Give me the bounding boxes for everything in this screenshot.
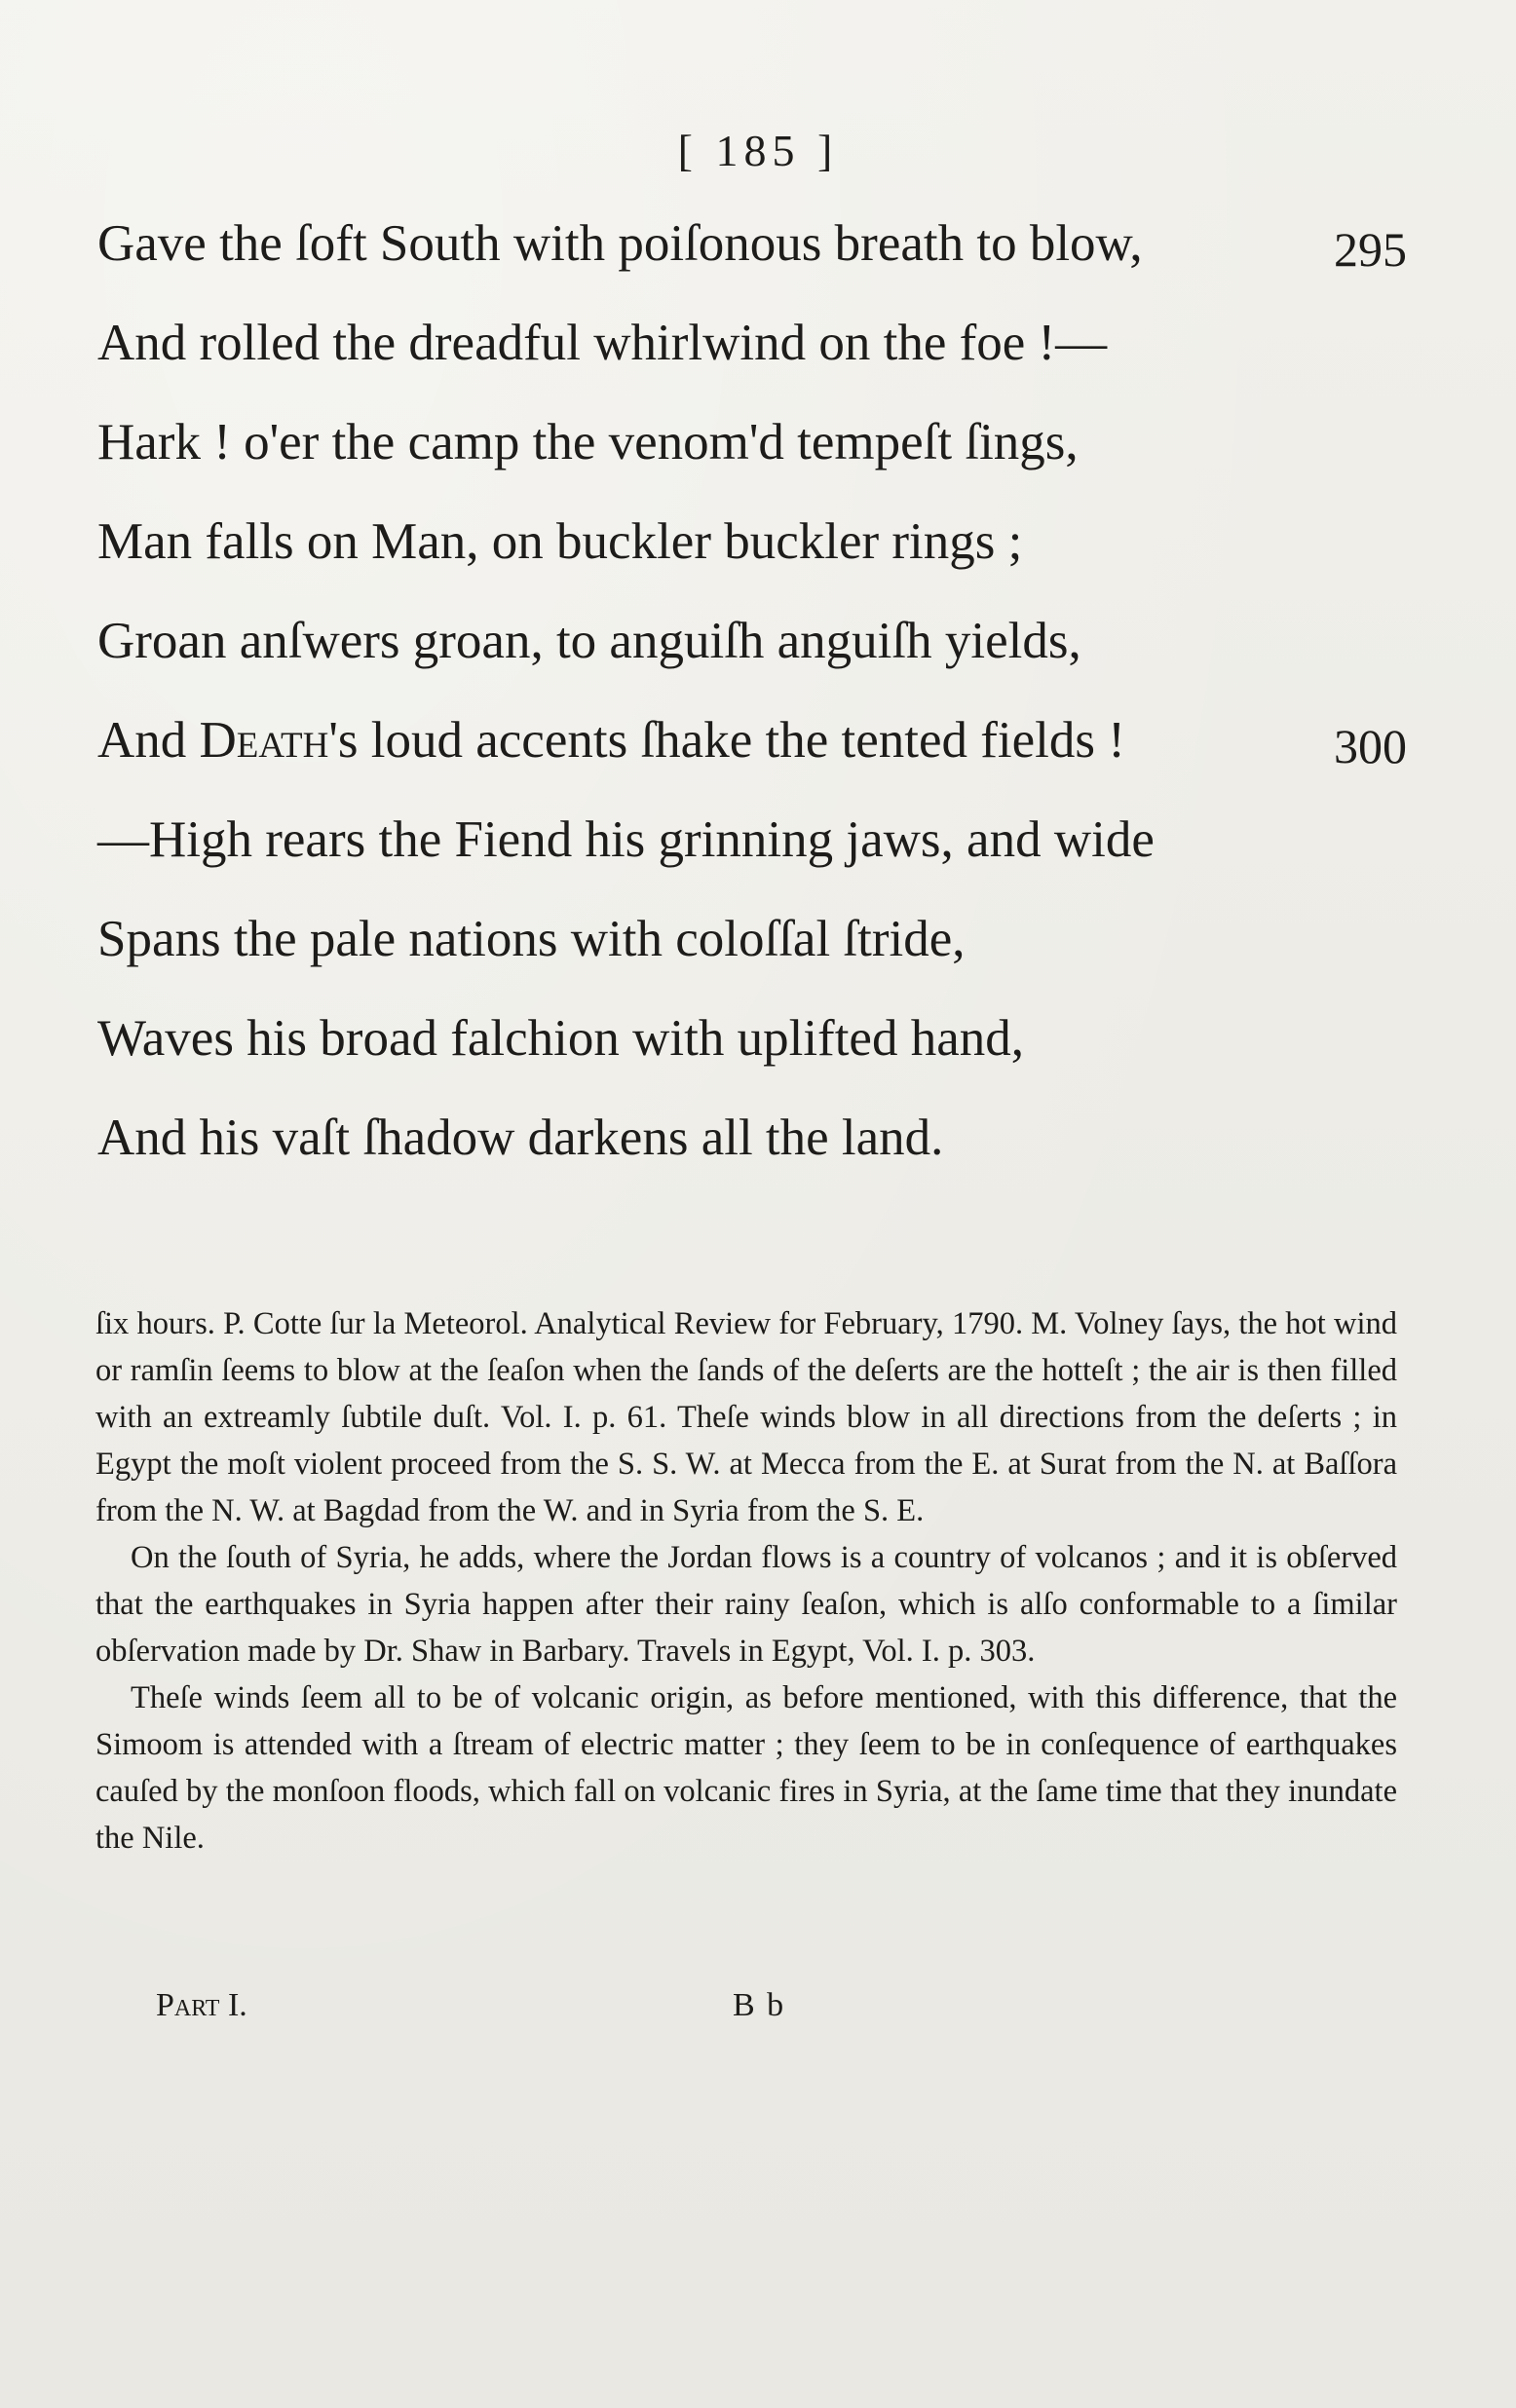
verse-text-prefix: And: [97, 712, 200, 769]
footnote-paragraph: On the ſouth of Syria, he adds, where the Jordan flows is a country of volcanos ; and it is obſerved that the earthquakes in Syria happen after their rainy ſeaſon, which is alſo conformable to a ſimilar obſervation made by Dr. Shaw in Barbary. Travels in Egypt, Vol. I. p. 303.: [95, 1540, 1397, 1669]
verse-text-suffix: 's loud accents ſhake the tented fields !: [328, 712, 1125, 769]
verse-text: Hark ! o'er the camp the venom'd tempeſt ſings,: [97, 414, 1079, 470]
verse-line: [97, 214, 1407, 314]
verse-line: [97, 711, 1407, 810]
verse-line: [97, 512, 1403, 612]
verse-line: [97, 1009, 1403, 1109]
verse-line: [97, 612, 1403, 711]
verse-text-smallcaps: Death: [199, 712, 329, 769]
poem-verse-block: [97, 214, 1407, 1208]
verse-text: —High rears the Fiend his grinning jaws, and wide: [97, 811, 1155, 868]
verse-text: Man falls on Man, on buckler buckler rings ;: [97, 513, 1023, 570]
line-number: 300: [1334, 719, 1407, 773]
part-label: Part I.: [156, 1987, 247, 2023]
verse-line: [97, 314, 1403, 413]
verse-text: Spans the pale nations with coloſſal ſtride,: [97, 911, 966, 967]
footnote-paragraph: ſix hours. P. Cotte ſur la Meteorol. Analytical Review for February, 1790. M. Volney ſays, the hot wind or ramſin ſeems to blow at the ſeaſon when the ſands of the deſerts are the hotteſt ; the air is then filled with an extreamly ſubtile duſt. Vol. I. p. 61. Theſe winds blow in all directions from the deſerts ; in Egypt the moſt violent proceed from the S. S. W. at Mecca from the E. at Surat from the N. at Baſſora from the N. W. at Bagdad from the W. and in Syria from the S. E.: [95, 1306, 1397, 1528]
verse-line: [97, 910, 1403, 1009]
verse-line: [97, 810, 1403, 910]
signature-mark: B b: [733, 1987, 786, 2023]
line-number: 295: [1334, 222, 1407, 277]
verse-text: Groan anſwers groan, to anguiſh anguiſh yields,: [97, 613, 1081, 669]
page-number: [ 185 ]: [677, 126, 839, 175]
footnotes-block: [95, 1300, 1397, 1862]
verse-text: Waves his broad falchion with uplifted hand,: [97, 1010, 1024, 1067]
verse-text: And rolled the dreadful whirlwind on the foe !—: [97, 315, 1108, 371]
verse-line: [97, 413, 1403, 512]
verse-text: And his vaſt ſhadow darkens all the land.: [97, 1110, 944, 1166]
verse-line: [97, 1109, 1403, 1208]
verse-text: Gave the ſoft South with poiſonous breath to blow,: [97, 215, 1143, 272]
footnote-paragraph: Theſe winds ſeem all to be of volcanic origin, as before mentioned, with this difference, that the Simoom is attended with a ſtream of electric matter ; they ſeem to be in conſequence of earthquakes cauſed by the monſoon floods, which fall on volcanic fires in Syria, at the ſame time that they inundate the Nile.: [95, 1680, 1397, 1856]
